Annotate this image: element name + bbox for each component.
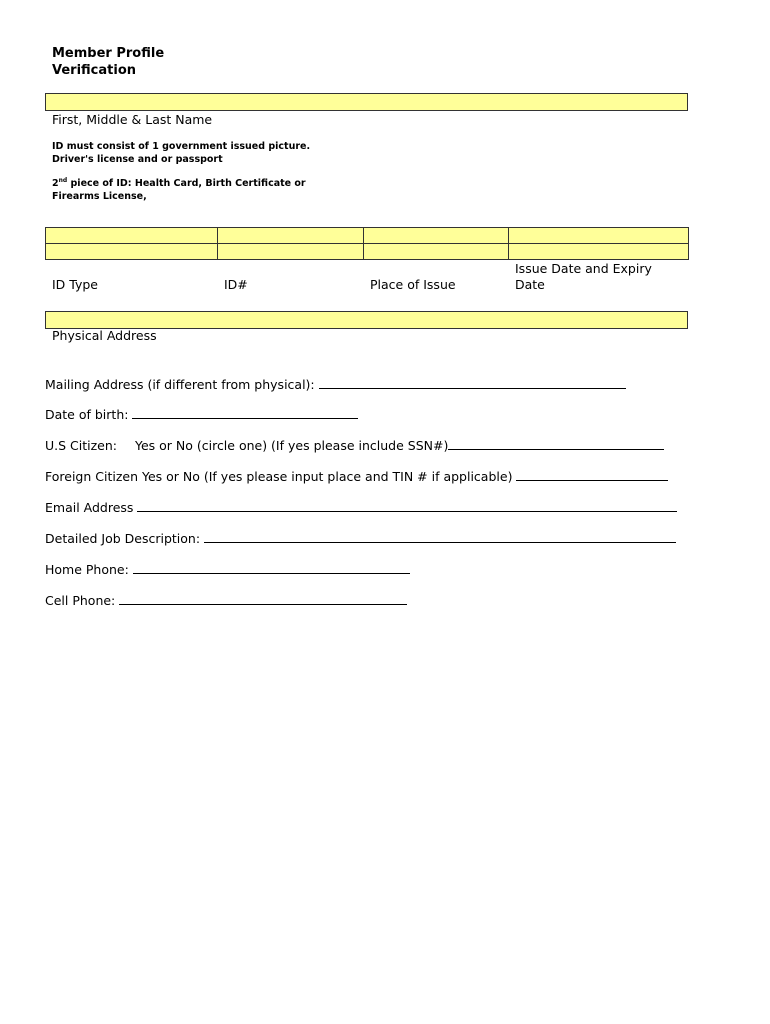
email-row [45, 499, 677, 516]
foreign-citizen-row [45, 468, 668, 485]
full-name-input[interactable] [45, 93, 688, 111]
id-details-table [45, 227, 689, 260]
mailing-address-line[interactable] [319, 376, 626, 389]
place-of-issue-cell-1[interactable] [364, 228, 509, 244]
id-type-label: ID Type [52, 277, 98, 292]
foreign-citizen-label: Foreign Citizen Yes or No (If yes please input place and TIN # if applicable) [45, 469, 513, 484]
id-note-ordinal-suffix: nd [58, 176, 68, 184]
email-line[interactable] [137, 499, 677, 512]
full-name-label: First, Middle & Last Name [52, 112, 213, 127]
id-type-cell-1[interactable] [46, 228, 218, 244]
id-note-primary-line-2: Driver's license and or passport [52, 154, 223, 165]
id-note-primary [52, 140, 310, 166]
id-table-row-1 [46, 228, 689, 244]
email-label: Email Address [45, 500, 134, 515]
page-title [52, 45, 164, 79]
us-citizen-question: Yes or No (circle one) (If yes please include SSN#) [134, 438, 449, 453]
id-type-cell-2[interactable] [46, 244, 218, 260]
id-note-secondary-line-2: Firearms License, [52, 191, 147, 202]
id-table-row-2 [46, 244, 689, 260]
physical-address-input[interactable] [45, 311, 688, 329]
issue-expiry-label-line-1: Issue Date and Expiry [515, 261, 652, 276]
issue-expiry-label-line-2: Date [515, 277, 545, 292]
date-of-birth-row [45, 406, 358, 423]
cell-phone-line[interactable] [119, 592, 407, 605]
us-citizen-row [45, 437, 664, 454]
mailing-address-label: Mailing Address (if different from physical): [45, 377, 315, 392]
issue-expiry-cell-1[interactable] [509, 228, 689, 244]
job-description-label: Detailed Job Description: [45, 531, 201, 546]
date-of-birth-label: Date of birth: [45, 407, 129, 422]
id-number-cell-2[interactable] [218, 244, 364, 260]
home-phone-row [45, 561, 410, 578]
id-note-secondary-text: piece of ID: Health Card, Birth Certificate or [67, 178, 306, 189]
id-note-primary-line-1: ID must consist of 1 government issued picture. [52, 141, 311, 152]
place-of-issue-label: Place of Issue [370, 277, 456, 292]
mailing-address-row [45, 376, 626, 393]
title-line-1: Member Profile [52, 46, 165, 61]
issue-expiry-cell-2[interactable] [509, 244, 689, 260]
id-note-ordinal: 2 [52, 178, 59, 189]
place-of-issue-cell-2[interactable] [364, 244, 509, 260]
date-of-birth-line[interactable] [132, 406, 358, 419]
issue-expiry-label [515, 261, 652, 293]
id-note-secondary-line-1 [52, 177, 306, 190]
home-phone-label: Home Phone: [45, 562, 129, 577]
foreign-citizen-line[interactable] [516, 468, 668, 481]
ssn-line[interactable] [448, 437, 664, 450]
id-note-secondary [52, 177, 306, 203]
cell-phone-label: Cell Phone: [45, 593, 116, 608]
job-description-row [45, 530, 676, 547]
physical-address-label: Physical Address [52, 328, 157, 343]
id-number-cell-1[interactable] [218, 228, 364, 244]
us-citizen-label: U.S Citizen: [45, 438, 117, 453]
id-number-label: ID# [224, 277, 248, 292]
job-description-line[interactable] [204, 530, 676, 543]
home-phone-line[interactable] [133, 561, 410, 574]
cell-phone-row [45, 592, 407, 609]
title-line-2: Verification [52, 63, 137, 78]
